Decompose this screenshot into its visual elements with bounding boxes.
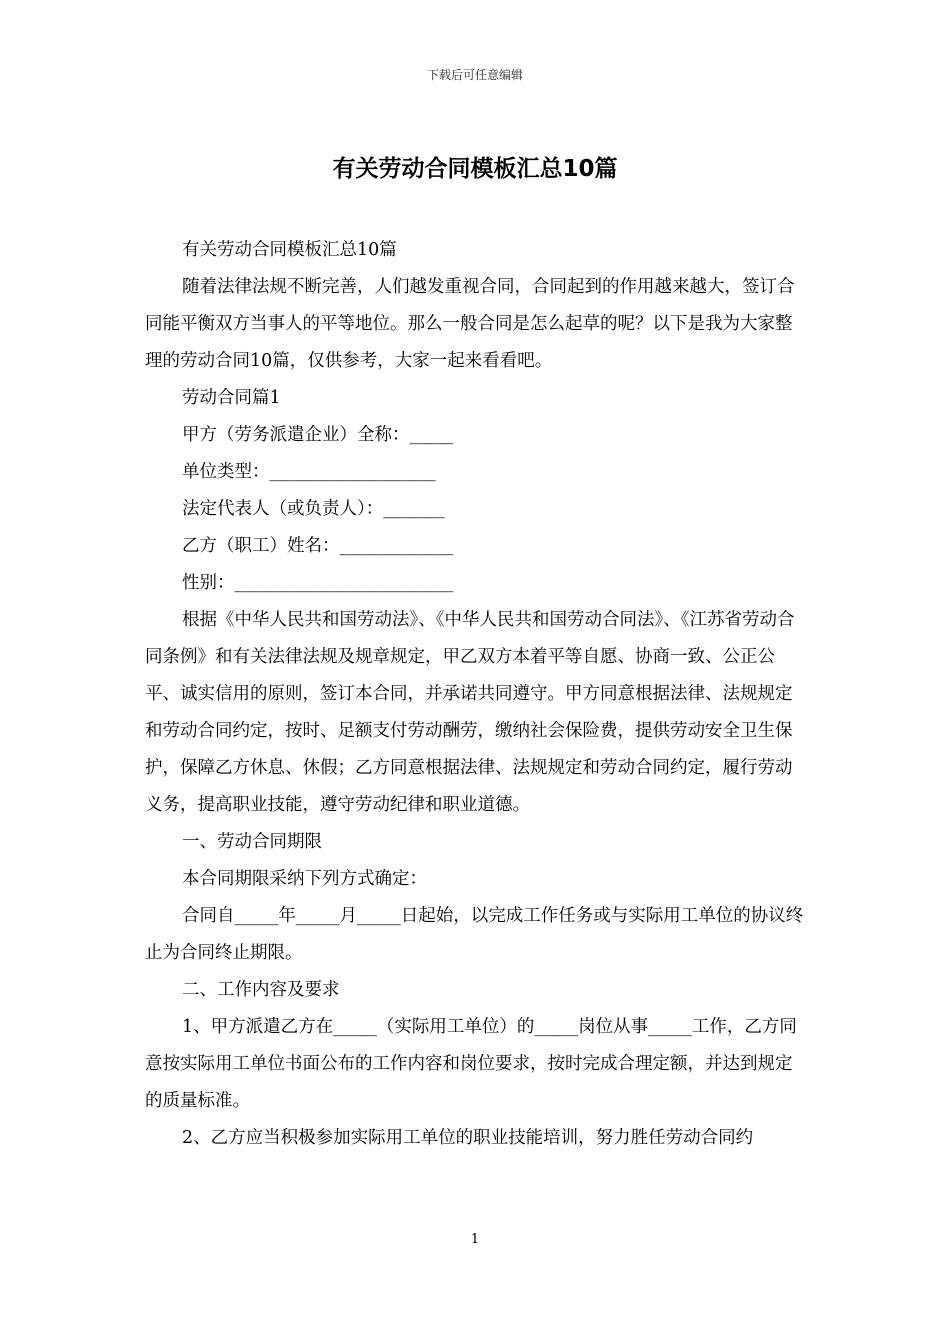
form-field-line: 甲方（劳务派遣企业）全称：_____ — [182, 425, 454, 445]
paragraph: 劳动合同篇1 — [182, 388, 281, 408]
paragraph: 合同自_____年_____月_____日起始，以完成工作任务或与实际用工单位的协议终止为合同终止期限。 — [145, 906, 804, 963]
section-heading: 一、劳动合同期限 — [182, 832, 322, 852]
section-heading: 二、工作内容及要求 — [182, 980, 340, 1000]
paragraph: 根据《中华人民共和国劳动法》、《中华人民共和国劳动合同法》、《江苏省劳动合同条例》和有关法律法规及规章规定，甲乙双方本着平等自愿、协商一致、公正公平、诚实信用的原则，签订本合同，并承诺共同遵守。甲方同意根据法律、法规规定和劳动合同约定，按时、足额支付劳动酬劳，缴纳社会保险费，提供劳动安全卫生保护，保障乙方休息、休假；乙方同意根据法律、法规规定和劳动合同约定，履行劳动义务，提高职业技能，遵守劳动纪律和职业道德。 — [145, 610, 795, 815]
paragraph: 1、甲方派遣乙方在_____（实际用工单位）的_____岗位从事_____工作，乙方同意按实际用工单位书面公布的工作内容和岗位要求，按时完成合理定额，并达到规定的质量标准。 — [145, 1017, 797, 1111]
form-field-line: 单位类型：___________________ — [182, 462, 436, 482]
paragraph: 有关劳动合同模板汇总10篇 — [182, 240, 397, 260]
paragraph: 随着法律法规不断完善，人们越发重视合同，合同起到的作用越来越大，签订合同能平衡双方当事人的平等地位。那么一般合同是怎么起草的呢？以下是我为大家整理的劳动合同10篇，仅供参考，大家一起来看看吧。 — [145, 277, 795, 371]
form-field-line: 性别：_________________________ — [182, 573, 454, 593]
document-title: 有关劳动合同模板汇总10篇 — [332, 156, 618, 182]
form-field-line: 乙方（职工）姓名：_____________ — [182, 536, 454, 556]
paragraph: 本合同期限采纳下列方式确定： — [182, 869, 427, 889]
page-number: 1 — [470, 1232, 480, 1247]
form-field-line: 法定代表人（或负责人）：_______ — [182, 499, 445, 519]
page-header: 下载后可任意编辑 — [426, 68, 523, 82]
document-body — [145, 232, 807, 1157]
paragraph: 2、乙方应当积极参加实际用工单位的职业技能培训，努力胜任劳动合同约 — [182, 1128, 754, 1148]
